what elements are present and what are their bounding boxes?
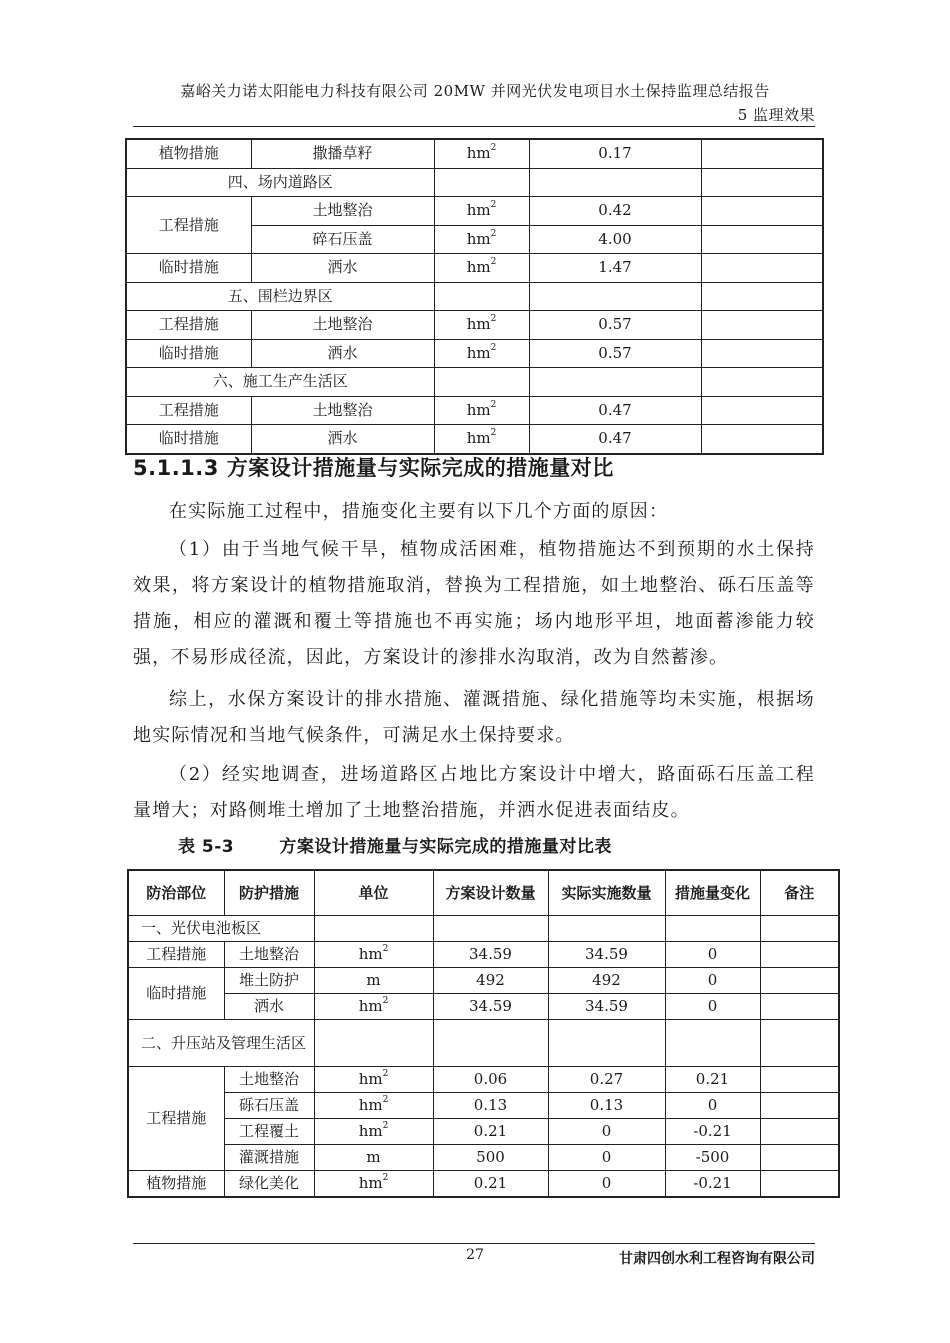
header-title: 嘉峪关力诺太阳能电力科技有限公司 20MW 并网光伏发电项目水土保持监理总结报告 xyxy=(180,82,770,100)
unit-text: hm xyxy=(358,1174,383,1192)
value-cell: 0.47 xyxy=(529,425,701,454)
unit-cell xyxy=(434,311,529,340)
unit-superscript: 2 xyxy=(382,944,389,954)
empty-cell xyxy=(548,916,665,942)
value-cell: 0.17 xyxy=(529,139,701,168)
item-cell: 土地整治 xyxy=(251,396,434,425)
unit-text: m xyxy=(366,971,381,989)
paragraph: （2）经实地调查，进场道路区占地比方案设计中增大，路面砾石压盖工程量增大；对路侧堆土增加了土地整治措施，并洒水促进表面结皮。 xyxy=(133,764,815,821)
column-header: 措施量变化 xyxy=(665,870,760,916)
table-caption-label: 表 5-3 xyxy=(178,837,235,857)
unit-superscript: 2 xyxy=(490,200,497,211)
column-header: 备注 xyxy=(760,870,839,916)
table-row xyxy=(126,311,823,340)
item-cell: 土地整治 xyxy=(251,197,434,226)
actual-cell: 0.27 xyxy=(548,1067,665,1093)
item-cell: 土地整治 xyxy=(224,1067,314,1093)
empty-cell xyxy=(433,1020,548,1067)
actual-cell: 34.59 xyxy=(548,942,665,968)
unit-superscript: 2 xyxy=(382,996,389,1006)
unit-text: hm xyxy=(466,229,491,248)
header-rule xyxy=(133,126,815,127)
section-heading: 5.1.1.3 方案设计措施量与实际完成的措施量对比 xyxy=(133,456,614,480)
note-cell xyxy=(701,311,823,340)
item-cell: 洒水 xyxy=(251,339,434,368)
design-cell: 0.13 xyxy=(433,1093,548,1119)
note-cell xyxy=(701,139,823,168)
change-cell: -0.21 xyxy=(665,1171,760,1198)
table-row xyxy=(128,1067,839,1093)
change-cell: 0 xyxy=(665,968,760,994)
design-cell: 0.21 xyxy=(433,1119,548,1145)
comparison-table xyxy=(127,869,840,1198)
page-number: 27 xyxy=(466,1247,484,1263)
unit-text: hm xyxy=(358,997,383,1015)
value-cell: 0.57 xyxy=(529,339,701,368)
note-cell xyxy=(760,1093,839,1119)
actual-cell: 0.13 xyxy=(548,1093,665,1119)
note-cell xyxy=(701,425,823,454)
note-cell xyxy=(701,396,823,425)
unit-superscript: 2 xyxy=(490,143,497,154)
table-header-row xyxy=(128,870,839,916)
value-cell: 0.47 xyxy=(529,396,701,425)
paragraph: 综上，水保方案设计的排水措施、灌溉措施、绿化措施等均未实施，根据场地实际情况和当地气候条件，可满足水土保持要求。 xyxy=(133,689,815,746)
empty-cell xyxy=(529,368,701,397)
design-cell: 0.21 xyxy=(433,1171,548,1198)
item-cell: 砾石压盖 xyxy=(224,1093,314,1119)
table-row xyxy=(126,339,823,368)
unit-cell xyxy=(434,225,529,254)
table-row xyxy=(126,197,823,226)
item-cell: 绿化美化 xyxy=(224,1171,314,1198)
design-cell: 492 xyxy=(433,968,548,994)
empty-cell xyxy=(548,1020,665,1067)
empty-cell xyxy=(433,916,548,942)
unit-superscript: 2 xyxy=(490,228,497,239)
table-row xyxy=(126,425,823,454)
table-row xyxy=(128,994,839,1020)
unit-text: hm xyxy=(466,201,491,220)
footer-rule xyxy=(133,1243,815,1244)
change-cell: 0 xyxy=(665,942,760,968)
item-cell: 撒播草籽 xyxy=(251,139,434,168)
empty-cell xyxy=(434,282,529,311)
item-cell: 洒水 xyxy=(224,994,314,1020)
unit-text: hm xyxy=(358,945,383,963)
design-cell: 34.59 xyxy=(433,994,548,1020)
design-cell: 34.59 xyxy=(433,942,548,968)
item-cell: 工程覆土 xyxy=(224,1119,314,1145)
change-cell: -500 xyxy=(665,1145,760,1171)
paragraph: 在实际施工过程中，措施变化主要有以下几个方面的原因： xyxy=(169,501,669,522)
unit-cell xyxy=(314,942,433,968)
unit-cell xyxy=(314,994,433,1020)
unit-cell xyxy=(434,425,529,454)
unit-cell xyxy=(314,1093,433,1119)
note-cell xyxy=(701,197,823,226)
section-cell: 四、场内道路区 xyxy=(126,168,434,197)
table-row xyxy=(128,1171,839,1198)
unit-text: m xyxy=(366,1148,381,1166)
table-row xyxy=(126,396,823,425)
table-row xyxy=(128,942,839,968)
unit-superscript: 2 xyxy=(382,1069,389,1079)
value-cell: 0.57 xyxy=(529,311,701,340)
item-cell: 洒水 xyxy=(251,254,434,283)
measure-cell: 植物措施 xyxy=(126,139,251,168)
actual-cell: 492 xyxy=(548,968,665,994)
note-cell xyxy=(760,994,839,1020)
section-cell: 二、升压站及管理生活区 xyxy=(128,1020,314,1067)
empty-cell xyxy=(701,368,823,397)
column-header: 防治部位 xyxy=(128,870,224,916)
table-caption-title: 方案设计措施量与实际完成的措施量对比表 xyxy=(279,837,612,857)
table-row xyxy=(126,139,823,168)
empty-cell xyxy=(434,368,529,397)
unit-superscript: 2 xyxy=(490,257,497,268)
design-cell: 0.06 xyxy=(433,1067,548,1093)
change-cell: 0.21 xyxy=(665,1067,760,1093)
unit-cell xyxy=(314,1145,433,1171)
unit-text: hm xyxy=(358,1070,383,1088)
unit-cell xyxy=(314,1119,433,1145)
section-cell: 五、围栏边界区 xyxy=(126,282,434,311)
table-row xyxy=(128,1093,839,1119)
note-cell xyxy=(760,968,839,994)
item-cell: 灌溉措施 xyxy=(224,1145,314,1171)
note-cell xyxy=(760,1145,839,1171)
unit-superscript: 2 xyxy=(382,1173,389,1183)
measures-table-continued xyxy=(125,138,824,455)
design-cell: 500 xyxy=(433,1145,548,1171)
unit-superscript: 2 xyxy=(490,428,497,439)
unit-text: hm xyxy=(466,343,491,362)
unit-text: hm xyxy=(466,144,491,163)
section-cell: 一、光伏电池板区 xyxy=(128,916,314,942)
change-cell: 0 xyxy=(665,994,760,1020)
unit-text: hm xyxy=(466,400,491,419)
paragraph: （1）由于当地气候干旱，植物成活困难，植物措施达不到预期的水土保持效果，将方案设计的植物措施取消，替换为工程措施，如土地整治、砾石压盖等措施，相应的灌溉和覆土等措施也不再实施；场内地形平坦，地面蓄渗能力较强，不易形成径流，因此，方案设计的渗排水沟取消，改为自然蓄渗。 xyxy=(133,539,815,668)
table-row xyxy=(126,368,823,397)
table-row xyxy=(128,968,839,994)
unit-cell xyxy=(314,1171,433,1198)
unit-text: hm xyxy=(466,315,491,334)
empty-cell xyxy=(760,916,839,942)
empty-cell xyxy=(314,1020,433,1067)
item-cell: 土地整治 xyxy=(224,942,314,968)
unit-text: hm xyxy=(358,1096,383,1114)
table-row xyxy=(128,1119,839,1145)
measure-cell: 植物措施 xyxy=(128,1171,224,1198)
empty-cell xyxy=(760,1020,839,1067)
actual-cell: 0 xyxy=(548,1145,665,1171)
column-header: 方案设计数量 xyxy=(433,870,548,916)
unit-text: hm xyxy=(466,429,491,448)
note-cell xyxy=(760,1119,839,1145)
measure-cell: 工程措施 xyxy=(128,942,224,968)
unit-superscript: 2 xyxy=(490,314,497,325)
item-cell: 碎石压盖 xyxy=(251,225,434,254)
value-cell: 0.42 xyxy=(529,197,701,226)
unit-text: hm xyxy=(466,258,491,277)
note-cell xyxy=(760,1067,839,1093)
measure-cell: 工程措施 xyxy=(126,396,251,425)
table-row xyxy=(126,168,823,197)
item-cell: 土地整治 xyxy=(251,311,434,340)
note-cell xyxy=(701,339,823,368)
measure-cell: 临时措施 xyxy=(126,425,251,454)
table-row xyxy=(126,254,823,283)
unit-cell xyxy=(434,254,529,283)
unit-text: hm xyxy=(358,1122,383,1140)
table-row xyxy=(128,916,839,942)
note-cell xyxy=(701,225,823,254)
actual-cell: 34.59 xyxy=(548,994,665,1020)
empty-cell xyxy=(434,168,529,197)
section-cell: 六、施工生产生活区 xyxy=(126,368,434,397)
value-cell: 4.00 xyxy=(529,225,701,254)
unit-cell xyxy=(314,1067,433,1093)
measure-cell: 工程措施 xyxy=(126,197,251,254)
measure-cell: 临时措施 xyxy=(128,968,224,1020)
unit-superscript: 2 xyxy=(490,399,497,410)
actual-cell: 0 xyxy=(548,1171,665,1198)
table-row xyxy=(128,1020,839,1067)
unit-cell xyxy=(434,197,529,226)
empty-cell xyxy=(665,916,760,942)
table-row xyxy=(128,1145,839,1171)
table-caption xyxy=(178,832,612,857)
unit-superscript: 2 xyxy=(382,1095,389,1105)
unit-superscript: 2 xyxy=(382,1121,389,1131)
unit-superscript: 2 xyxy=(490,342,497,353)
unit-cell xyxy=(434,139,529,168)
change-cell: -0.21 xyxy=(665,1119,760,1145)
note-cell xyxy=(701,254,823,283)
measure-cell: 临时措施 xyxy=(126,254,251,283)
empty-cell xyxy=(701,282,823,311)
measure-cell: 工程措施 xyxy=(128,1067,224,1171)
header-section: 5 监理效果 xyxy=(737,106,815,124)
column-header: 实际实施数量 xyxy=(548,870,665,916)
unit-cell xyxy=(434,339,529,368)
column-header: 防护措施 xyxy=(224,870,314,916)
unit-cell xyxy=(314,968,433,994)
empty-cell xyxy=(665,1020,760,1067)
change-cell: 0 xyxy=(665,1093,760,1119)
item-cell: 洒水 xyxy=(251,425,434,454)
item-cell: 堆土防护 xyxy=(224,968,314,994)
table-row xyxy=(126,282,823,311)
note-cell xyxy=(760,942,839,968)
empty-cell xyxy=(314,916,433,942)
measure-cell: 工程措施 xyxy=(126,311,251,340)
value-cell: 1.47 xyxy=(529,254,701,283)
empty-cell xyxy=(701,168,823,197)
actual-cell: 0 xyxy=(548,1119,665,1145)
empty-cell xyxy=(529,168,701,197)
footer-organization: 甘肃四创水利工程咨询有限公司 xyxy=(619,1251,815,1267)
note-cell xyxy=(760,1171,839,1198)
column-header: 单位 xyxy=(314,870,433,916)
empty-cell xyxy=(529,282,701,311)
measure-cell: 临时措施 xyxy=(126,339,251,368)
unit-cell xyxy=(434,396,529,425)
